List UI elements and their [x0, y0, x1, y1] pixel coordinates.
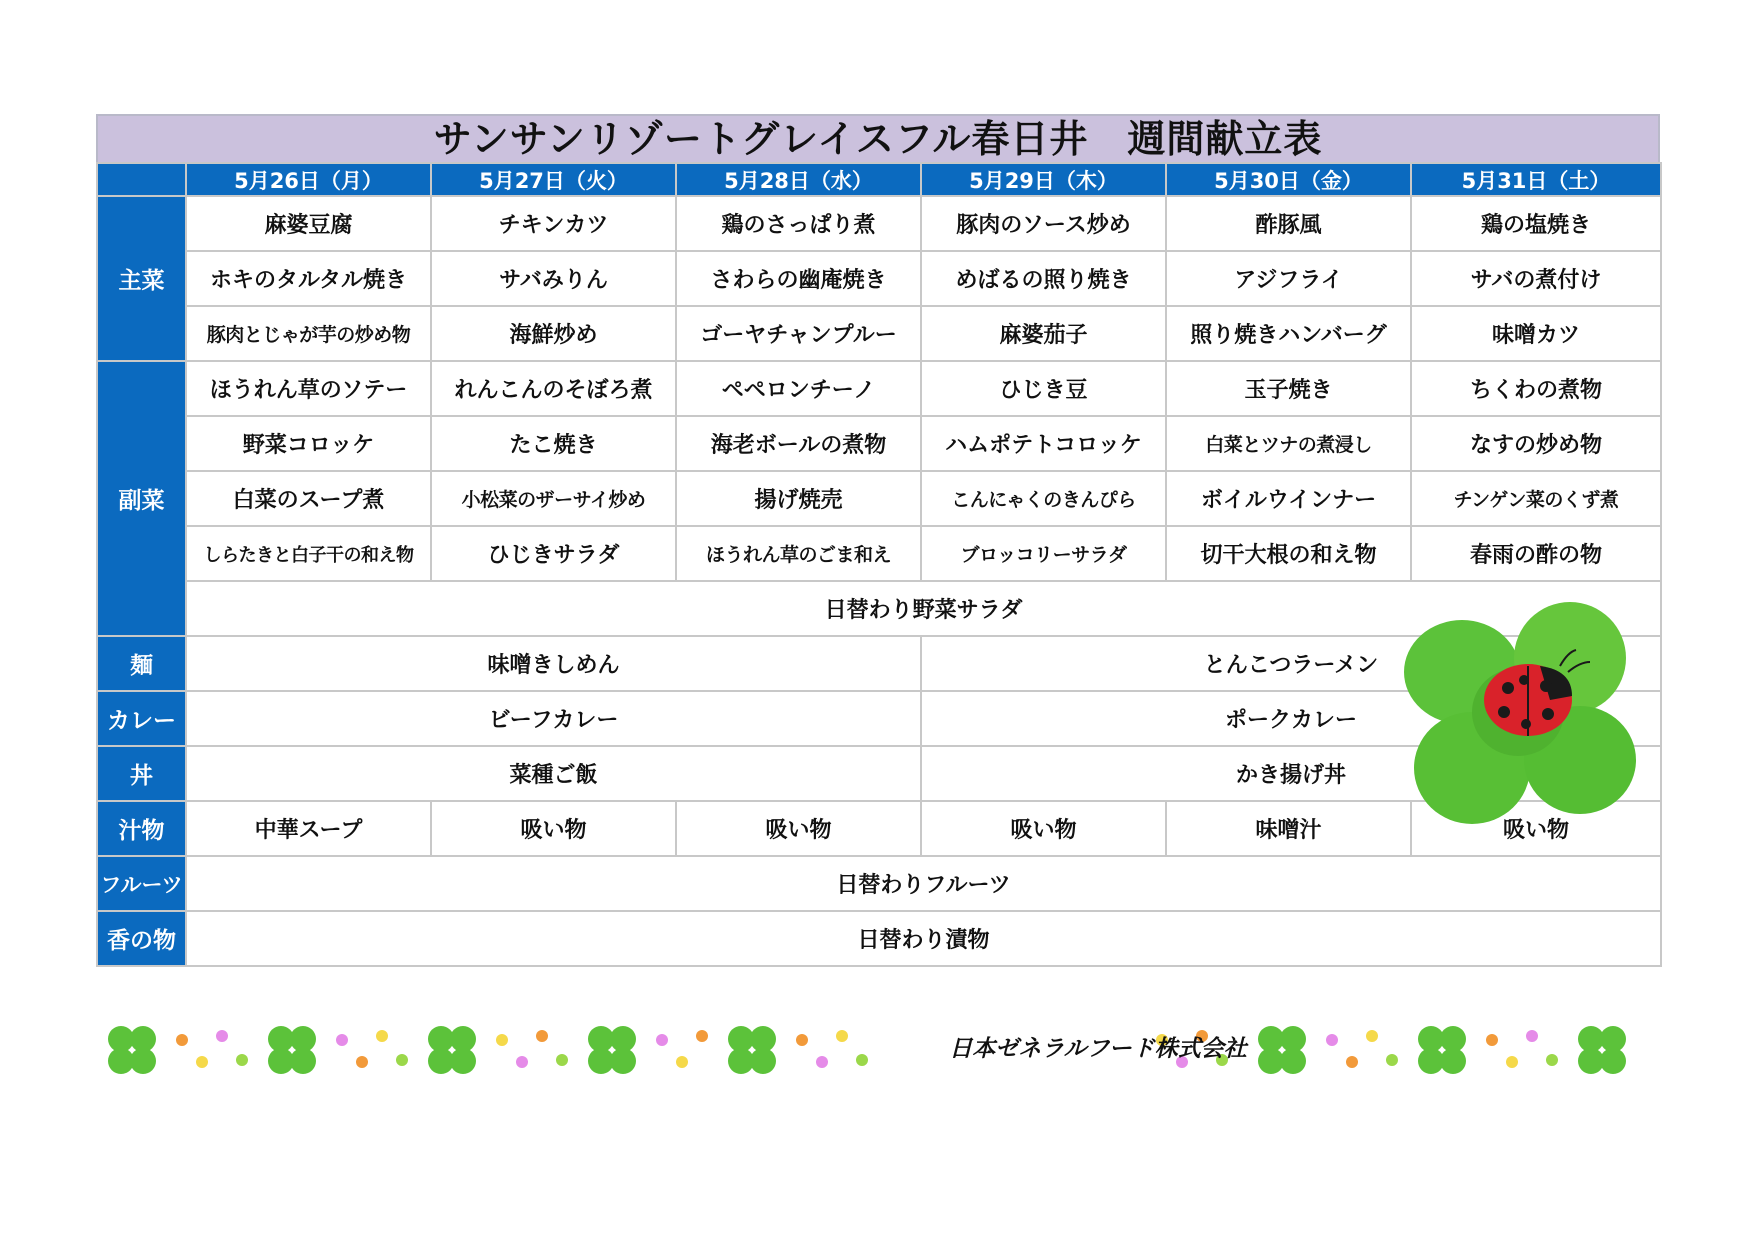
menu-cell: 野菜コロッケ [186, 416, 431, 471]
menu-cell: 麻婆茄子 [921, 306, 1166, 361]
table-row [97, 361, 1661, 416]
four-leaf-clover-icon [1400, 600, 1640, 830]
table-row [97, 911, 1661, 966]
menu-cell: たこ焼き [431, 416, 676, 471]
menu-cell: 白菜のスープ煮 [186, 471, 431, 526]
menu-cell: ゴーヤチャンプルー [676, 306, 921, 361]
menu-cell: 味噌カツ [1411, 306, 1661, 361]
menu-cell: ほうれん草のソテー [186, 361, 431, 416]
table-row [97, 251, 1661, 306]
menu-cell: 海鮮炒め [431, 306, 676, 361]
menu-cell: 照り焼きハンバーグ [1166, 306, 1411, 361]
menu-cell: れんこんのそぼろ煮 [431, 361, 676, 416]
menu-cell: 揚げ焼売 [676, 471, 921, 526]
category-side: 副菜 [97, 361, 186, 636]
category-curry: カレー [97, 691, 186, 746]
menu-cell: とんこつラーメン [921, 636, 1661, 691]
menu-cell: 味噌汁 [1166, 801, 1411, 856]
menu-cell: 豚肉とじゃが芋の炒め物 [186, 306, 431, 361]
menu-cell: 切干大根の和え物 [1166, 526, 1411, 581]
menu-cell: サバみりん [431, 251, 676, 306]
page-title: サンサンリゾートグレイスフル春日井 週間献立表 [96, 114, 1660, 162]
menu-cell: 海老ボールの煮物 [676, 416, 921, 471]
menu-cell: ボイルウインナー [1166, 471, 1411, 526]
company-name: 日本ゼネラルフード株式会社 [949, 1036, 1247, 1062]
corner-cell [97, 163, 186, 196]
day-header: 5月30日（金） [1166, 163, 1411, 196]
day-header: 5月28日（水） [676, 163, 921, 196]
menu-cell: かき揚げ丼 [921, 746, 1661, 801]
clover-garland-icon [96, 1010, 1660, 1090]
menu-cell: 吸い物 [921, 801, 1166, 856]
menu-cell: チキンカツ [431, 196, 676, 251]
menu-cell: 小松菜のザーサイ炒め [431, 471, 676, 526]
menu-cell: ホキのタルタル焼き [186, 251, 431, 306]
menu-cell: 味噌きしめん [186, 636, 921, 691]
menu-cell: 吸い物 [431, 801, 676, 856]
menu-cell: 麻婆豆腐 [186, 196, 431, 251]
menu-cell: 豚肉のソース炒め [921, 196, 1166, 251]
menu-cell: ポークカレー [921, 691, 1661, 746]
menu-cell: 吸い物 [1411, 801, 1661, 856]
table-row [97, 416, 1661, 471]
menu-cell: ちくわの煮物 [1411, 361, 1661, 416]
category-main: 主菜 [97, 196, 186, 361]
category-fruit: フルーツ [97, 856, 186, 911]
daily-salad-cell: 日替わり野菜サラダ [186, 581, 1661, 636]
menu-cell: 菜種ご飯 [186, 746, 921, 801]
menu-cell: なすの炒め物 [1411, 416, 1661, 471]
menu-cell: アジフライ [1166, 251, 1411, 306]
menu-sheet [96, 114, 1660, 967]
menu-cell: 中華スープ [186, 801, 431, 856]
menu-cell: さわらの幽庵焼き [676, 251, 921, 306]
date-header-row [97, 163, 1661, 196]
table-row [97, 526, 1661, 581]
menu-cell: しらたきと白子干の和え物 [186, 526, 431, 581]
clover-garland [96, 1010, 1660, 1090]
category-bowl: 丼 [97, 746, 186, 801]
menu-cell: ビーフカレー [186, 691, 921, 746]
day-header: 5月26日（月） [186, 163, 431, 196]
table-row [97, 196, 1661, 251]
day-header: 5月27日（火） [431, 163, 676, 196]
day-header: 5月31日（土） [1411, 163, 1661, 196]
table-row [97, 471, 1661, 526]
menu-cell: 日替わりフルーツ [186, 856, 1661, 911]
menu-cell: ひじきサラダ [431, 526, 676, 581]
menu-cell: 春雨の酢の物 [1411, 526, 1661, 581]
menu-cell: 鶏の塩焼き [1411, 196, 1661, 251]
menu-cell: ひじき豆 [921, 361, 1166, 416]
menu-cell: ハムポテトコロッケ [921, 416, 1166, 471]
menu-cell: チンゲン菜のくず煮 [1411, 471, 1661, 526]
menu-cell: めばるの照り焼き [921, 251, 1166, 306]
menu-cell: 日替わり漬物 [186, 911, 1661, 966]
menu-cell: 吸い物 [676, 801, 921, 856]
category-pickles: 香の物 [97, 911, 186, 966]
menu-cell: ブロッコリーサラダ [921, 526, 1166, 581]
table-row [97, 306, 1661, 361]
menu-table [96, 162, 1662, 967]
menu-cell: 白菜とツナの煮浸し [1166, 416, 1411, 471]
menu-cell: 玉子焼き [1166, 361, 1411, 416]
menu-cell: サバの煮付け [1411, 251, 1661, 306]
menu-cell: ペペロンチーノ [676, 361, 921, 416]
category-soup: 汁物 [97, 801, 186, 856]
menu-cell: 鶏のさっぱり煮 [676, 196, 921, 251]
table-row [97, 856, 1661, 911]
category-noodle: 麺 [97, 636, 186, 691]
menu-cell: ほうれん草のごま和え [676, 526, 921, 581]
menu-cell: 酢豚風 [1166, 196, 1411, 251]
day-header: 5月29日（木） [921, 163, 1166, 196]
menu-cell: こんにゃくのきんぴら [921, 471, 1166, 526]
